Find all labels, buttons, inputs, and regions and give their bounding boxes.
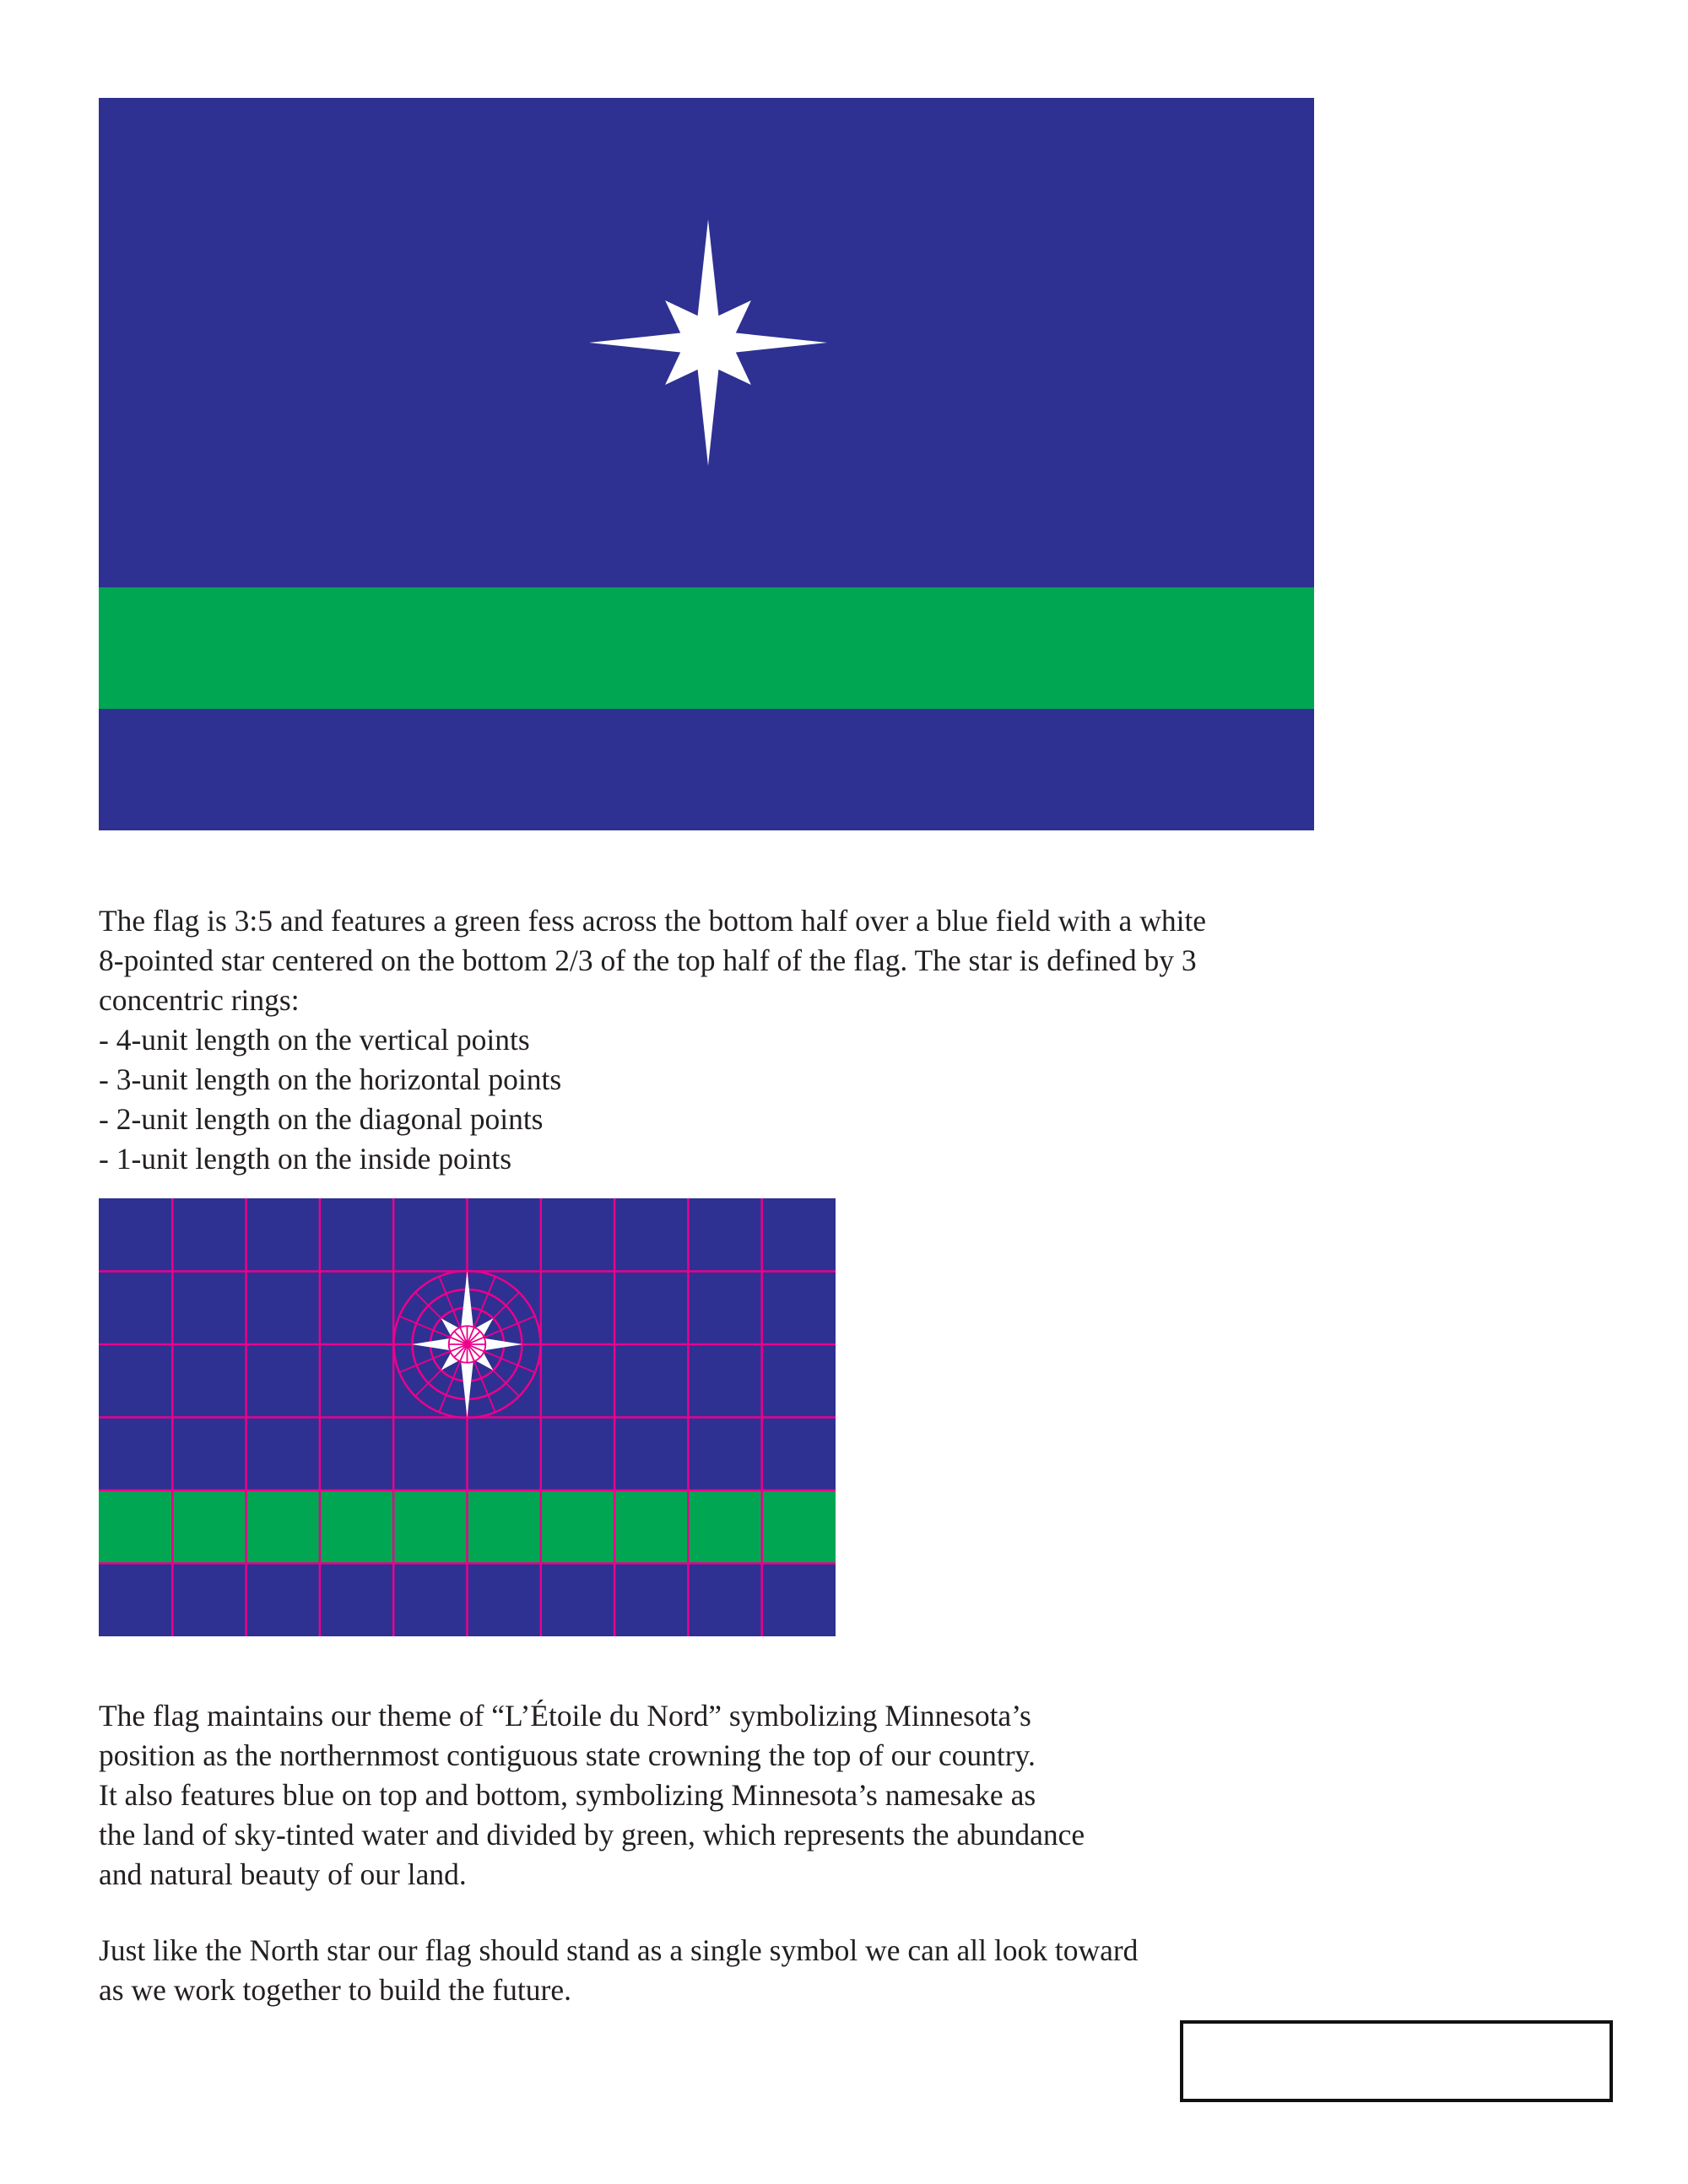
symbolism-line: It also features blue on top and bottom, symbolizing Minnesota’s namesake as: [99, 1778, 1036, 1812]
flag-design: [99, 98, 1314, 830]
closing-line: as we work together to build the future.: [99, 1973, 571, 2007]
symbolism-line: position as the northernmost contiguous state crowning the top of our country.: [99, 1738, 1036, 1772]
description-line: - 2-unit length on the diagonal points: [99, 1102, 544, 1136]
description-line: concentric rings:: [99, 983, 300, 1017]
symbolism-line: The flag maintains our theme of “L’Étoile du Nord” symbolizing Minnesota’s: [99, 1699, 1031, 1733]
flag-symbolism: [99, 1696, 1085, 1895]
description-line: 8-pointed star centered on the bottom 2/3 of the top half of the flag. The star is defined by 3: [99, 943, 1197, 977]
flag-green-fess: [99, 587, 1314, 709]
description-line: - 4-unit length on the vertical points: [99, 1023, 530, 1057]
closing-statement: [99, 1931, 1138, 2010]
description-line: The flag is 3:5 and features a green fess across the bottom half over a blue field with a white: [99, 904, 1207, 938]
symbolism-line: and natural beauty of our land.: [99, 1857, 467, 1891]
flag-construction-diagram: [99, 1198, 836, 1636]
description-line: - 1-unit length on the inside points: [99, 1142, 512, 1176]
flag-blue-field: [99, 98, 1314, 830]
closing-line: Just like the North star our flag should stand as a single symbol we can all look toward: [99, 1933, 1139, 1967]
flag-description: [99, 901, 1206, 1179]
symbolism-line: the land of sky-tinted water and divided by green, which represents the abundance: [99, 1818, 1085, 1852]
blank-entry-box: [1180, 2020, 1613, 2102]
description-line: - 3-unit length on the horizontal points: [99, 1062, 562, 1096]
inner-ring-overlay: [449, 1326, 486, 1363]
